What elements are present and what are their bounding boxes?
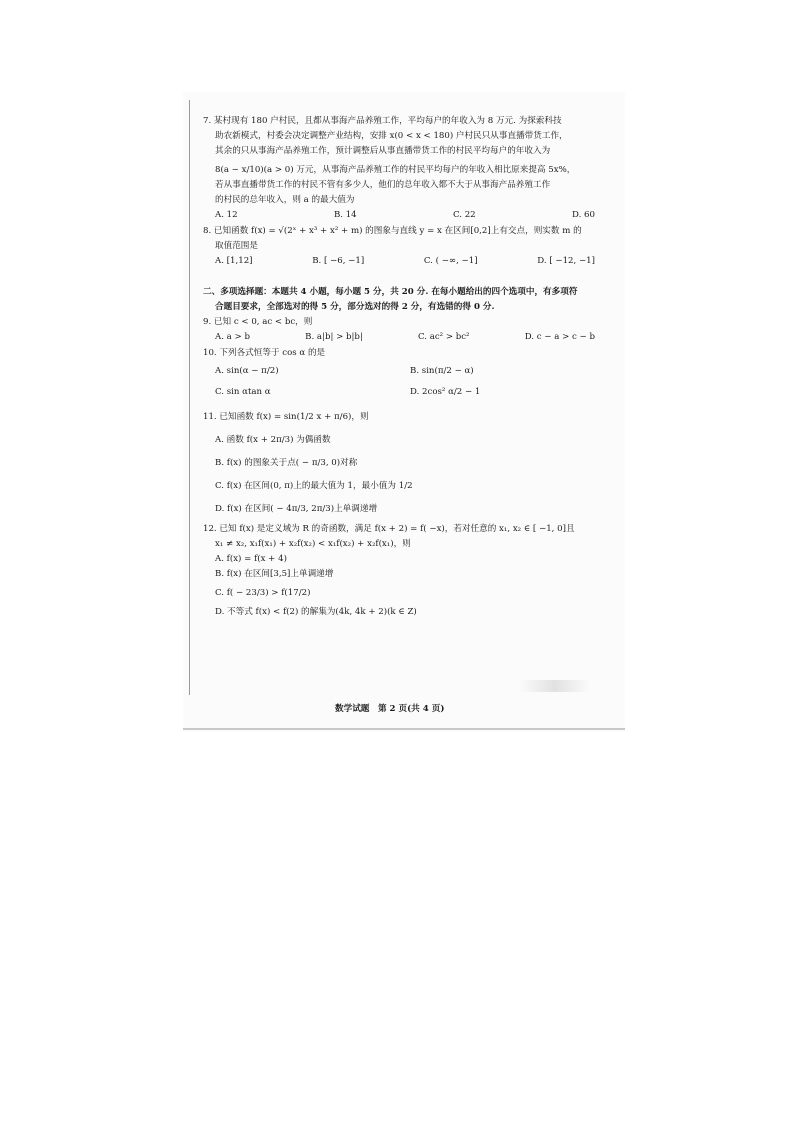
option-d: D. f(x) 在区间( − 4π/3, 2π/3)上单调递增 (215, 504, 378, 514)
option-c: C. f(x) 在区间(0, π)上的最大值为 1，最小值为 1/2 (215, 481, 413, 491)
scan-smudge (520, 680, 590, 692)
q7-line: 7. 某村现有 180 户村民，且都从事海产品养殖工作，平均每户的年收入为 8 万元. 为探索科技 (203, 116, 562, 126)
q7-line: 其余的只从事海产品养殖工作，预计调整后从事直播带货工作的村民平均每户的年收入为 (215, 146, 551, 156)
option-a: A. sin(α − π/2) (215, 366, 279, 376)
option-c: C. ( −∞, −1] (423, 256, 478, 266)
option-c: C. f( − 23/3) > f(17/2) (215, 588, 311, 598)
option-a: A. [1,12] (215, 256, 253, 266)
option-d: D. [ −12, −1] (537, 256, 595, 266)
option-c: C. ac² > bc² (417, 332, 470, 342)
option-b: B. [ −6, −1] (312, 256, 365, 266)
q11-stem: 11. 已知函数 f(x) = sin(1/2 x + π/6)，则 (203, 412, 369, 422)
option-c: C. sin αtan α (215, 387, 271, 397)
exam-content (203, 114, 613, 621)
section-line: 合题目要求，全部选对的得 5 分，部分选对的得 2 分，有选错的得 0 分. (215, 302, 495, 312)
option-b: B. f(x) 的图象关于点( − π/3, 0)对称 (215, 458, 358, 468)
q12-line: 12. 已知 f(x) 是定义域为 R 的奇函数，满足 f(x + 2) = f( −x)，若对任意的 x₁, x₂ ∈ [ −1, 0]且 (203, 524, 575, 534)
option-a: A. 函数 f(x + 2π/3) 为偶函数 (215, 435, 331, 445)
q8-line: 取值范围是 (215, 241, 258, 251)
option-a: A. 12 (215, 210, 238, 220)
q9-stem: 9. 已知 c < 0, ac < bc，则 (203, 317, 313, 327)
q10-options-ab (203, 364, 613, 379)
q8-line: 8. 已知函数 f(x) = √(2ˣ + x³ + x² + m) 的图象与直线 y = x 在区间[0,2]上有交点，则实数 m 的 (203, 226, 582, 236)
q12-line: x₁ ≠ x₂, x₁f(x₁) + x₂f(x₂) < x₁f(x₂) + x₂f(x₁)，则 (215, 539, 411, 549)
q7-line: 的村民的总年收入，则 a 的最大值为 (215, 195, 355, 205)
option-a: A. a > b (215, 332, 250, 342)
option-b: B. f(x) 在区间[3,5]上单调递增 (215, 569, 334, 579)
option-a: A. f(x) = f(x + 4) (215, 554, 287, 564)
question-10 (203, 346, 613, 400)
option-d: D. c − a > c − b (524, 332, 595, 342)
page-bottom-edge (183, 728, 625, 730)
option-b: B. 14 (333, 210, 357, 220)
option-d: D. 2cos² α/2 − 1 (410, 387, 481, 397)
q9-options (203, 330, 613, 345)
question-7 (203, 114, 613, 223)
q7-line: 助农新模式，村委会决定调整产业结构，安排 x(0 < x < 180) 户村民只从事直播带货工作， (215, 131, 568, 141)
q7-line: 8(a − x/10)(a > 0) 万元，从事海产品养殖工作的村民平均每户的年收入相比原来提高 5x%， (215, 165, 576, 175)
question-11 (203, 410, 613, 517)
page-footer: 数学试题 第 2 页(共 4 页) (335, 704, 445, 714)
section-2-heading (203, 285, 613, 315)
q7-options (203, 208, 613, 223)
question-12 (203, 522, 613, 620)
option-c: C. 22 (452, 210, 476, 220)
question-9 (203, 315, 613, 345)
option-d: D. 60 (571, 210, 595, 220)
question-8 (203, 224, 613, 269)
q10-stem: 10. 下列各式恒等于 cos α 的是 (203, 348, 326, 358)
option-b: B. sin(π/2 − α) (410, 366, 474, 376)
page-binding-edge (189, 100, 190, 695)
q8-options (203, 254, 613, 269)
section-line: 二、多项选择题：本题共 4 小题，每小题 5 分，共 20 分. 在每小题给出的四个选项中，有多项符 (203, 287, 578, 297)
q7-line: 若从事直播带货工作的村民不管有多少人，他们的总年收入都不大于从事海产品养殖工作 (215, 180, 551, 190)
option-b: B. a|b| > b|b| (305, 332, 363, 342)
option-d: D. 不等式 f(x) < f(2) 的解集为(4k, 4k + 2)(k ∈ Z) (215, 607, 417, 617)
q10-options-cd (203, 385, 613, 400)
